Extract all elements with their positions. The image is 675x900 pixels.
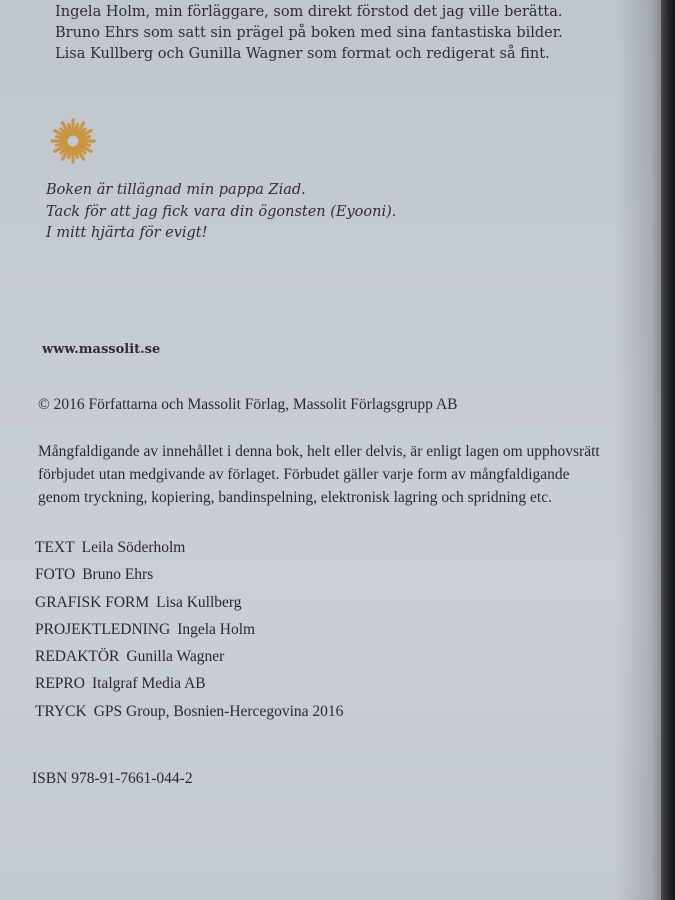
credit-row [35,616,343,643]
credit-name: GPS Group, Bosnien-Hercegovina 2016 [93,702,344,720]
acknowledgement-line: Ingela Holm, min förläggare, som direkt förstod det jag ville berätta. [55,4,563,20]
page-edge [661,0,675,900]
credit-role: TEXT [35,539,75,556]
credit-role: FOTO [35,566,76,584]
publisher-website: www.massolit.se [42,342,161,357]
credit-row [35,670,343,697]
credit-row [35,589,343,616]
dedication-line: I mitt hjärta för evigt! [46,225,208,241]
copyright-notice: © 2016 Författarna och Massolit Förlag, Massolit Förlagsgrupp AB [38,396,458,413]
credit-role: REPRO [35,675,85,693]
credit-name: Lisa Kullberg [156,593,242,611]
credit-name: Bruno Ehrs [82,566,154,584]
credit-role: PROJEKTLEDNING [35,620,171,638]
credit-name: Leila Söderholm [81,539,186,556]
dedication-line: Tack för att jag fick vara din ögonsten (Eyooni). [46,203,397,220]
acknowledgements [55,2,563,65]
credit-role: GRAFISK FORM [35,593,150,611]
sun-ornament-icon [50,118,96,164]
isbn: ISBN 978-91-7661-044-2 [32,770,193,787]
credit-row [35,698,343,725]
dedication-line: Boken är tillägnad min pappa Ziad. [46,182,306,198]
rights-line: Mångfaldigande av innehållet i denna bok, helt eller delvis, är enligt lagen om upphovsrätt [38,443,600,460]
acknowledgement-line: Lisa Kullberg och Gunilla Wagner som format och redigerat så fint. [55,46,550,62]
credit-role: TRYCK [35,702,87,720]
credit-row [35,534,343,561]
credits-list [35,534,343,725]
credit-name: Ingela Holm [177,620,256,638]
dedication [46,180,396,245]
credit-name: Gunilla Wagner [126,648,225,666]
rights-notice [38,440,600,509]
credit-role: REDAKTÖR [35,648,120,666]
credit-row [35,561,343,588]
rights-line: genom tryckning, kopiering, bandinspelning, elektronisk lagring och spridning etc. [38,489,552,506]
rights-line: förbjudet utan medgivande av förlaget. Förbudet gäller varje form av mångfaldigande [38,466,570,483]
acknowledgement-line: Bruno Ehrs som satt sin prägel på boken med sina fantastiska bilder. [55,25,563,41]
credit-row [35,643,343,670]
credit-name: Italgraf Media AB [91,675,206,693]
